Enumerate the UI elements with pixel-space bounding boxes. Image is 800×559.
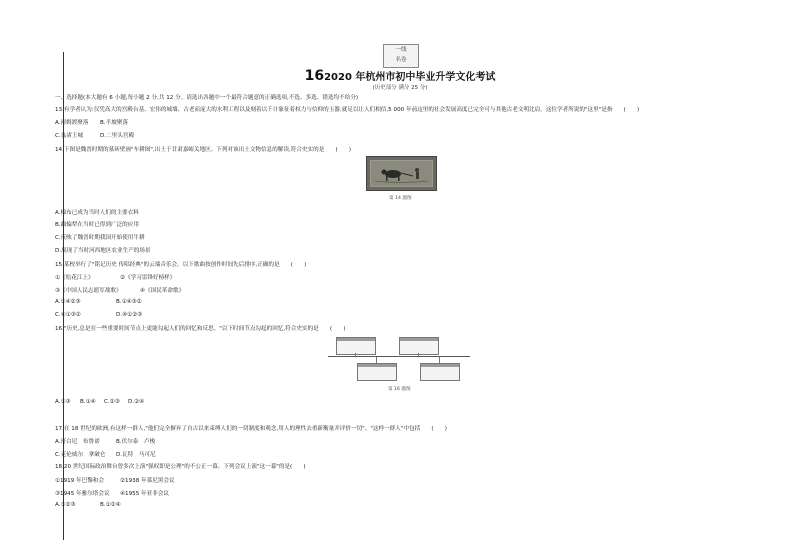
q16-option-b: B.①④ [80, 399, 96, 405]
q15-song-4: ④《国民革命歌》 [140, 288, 185, 294]
q15-song-2: ②《学习雷锋好榜样》 [120, 275, 176, 281]
q15-song-1: ①《松花江上》 [55, 275, 94, 281]
q17-option-c: C.克伦威尔 拿破仑 [55, 452, 106, 458]
q18-item-3: ③1945 年雅尔塔会议 [55, 491, 110, 497]
q18-option-a: A.①②③ [55, 502, 76, 508]
series-stamp [383, 44, 419, 68]
q16-option-c: C.②③ [104, 399, 120, 405]
q17-option-b: B.伏尔泰 卢梭 [116, 439, 156, 445]
page-subtitle: (历史部分 满分 25 分) [372, 85, 428, 91]
timeline-tick-3 [376, 357, 377, 363]
q16-option-d: D.②④ [128, 399, 145, 405]
timeline-axis [328, 356, 470, 357]
q17-option-a: A.哥白尼 布鲁诺 [55, 439, 100, 445]
title-number: 16 [304, 68, 325, 84]
q16-figure-caption: 第 16 题图 [388, 387, 411, 392]
q13-option-c: C.良渚王城 [55, 133, 84, 139]
q17-option-d: D.瓦特 马可尼 [116, 452, 156, 458]
q18-item-2: ②1938 年慕尼黑会议 [120, 478, 175, 484]
q18-item-4: ④1955 年亚非会议 [120, 491, 169, 497]
title-text: 2020 年杭州市初中毕业升学文化考试 [324, 72, 496, 83]
painting-frame [370, 160, 433, 187]
ox-plough-figure [371, 161, 432, 186]
q14-option-c: C.反映了魏晋时期我国开始使用牛耕 [55, 235, 145, 241]
q13-stem: 13.有学者认为:仅凭高大的宫殿台基、宏伟的城墙、古老而庞大的水利工程以及刻着以千计象征着权力与信仰的玉器,就足以让人们相信,5 000 年前这里的社会发展高度已完全可与其他古老文明比肩。这位学者所说的"这里"是指 ( ) [55, 107, 640, 113]
timeline-box-3 [357, 363, 397, 381]
q15-option-c: C.④①③② [55, 312, 81, 318]
q15-option-a: A.①④②③ [55, 299, 81, 305]
timeline-tick-2 [418, 353, 419, 356]
q13-option-d: D.二里头宫殿 [100, 133, 135, 139]
q18-item-1: ①1919 年巴黎和会 [55, 478, 104, 484]
stamp-line1: 一线 [395, 47, 407, 53]
q14-stem: 14.下图是魏晋时期的墓砖壁画"车耕图",出土于甘肃嘉峪关地区。下列对该出土文物信息的解读,符合史实的是 ( ) [55, 147, 352, 153]
q14-brick-painting-image [366, 156, 437, 191]
timeline-box-4 [420, 363, 460, 381]
q13-option-b: B.半坡聚落 [100, 120, 128, 126]
q18-stem: 18.20 世纪国际政治舞台曾多次上演"强权即是公理"的不公正一幕。下列会议上演"这一幕"的是( ) [55, 464, 306, 470]
q14-option-d: D.展现了当时河西地区农业生产的场景 [55, 248, 151, 254]
q17-stem: 17.在 18 世纪的欧洲,有这样一群人,"他们完全摒弃了自古以来束缚人们的一切制度和观念,用人的理性去重新衡量并评价一切"。"这样一群人"中包括 ( ) [55, 426, 447, 432]
timeline-tick-4 [439, 357, 440, 363]
timeline-tick-1 [355, 353, 356, 356]
q15-option-d: D.④①②③ [116, 312, 143, 318]
q14-figure-caption: 第 14 题图 [389, 196, 412, 201]
timeline-box-1 [336, 337, 376, 355]
q16-stem: 16."历史,总是在一些重要时间节点上更能勾起人们的回忆和反思。"以下时间节点勾起的回忆,符合史实的是 ( ) [55, 326, 346, 332]
q13-option-a: A.河姆渡聚落 [55, 120, 89, 126]
q15-option-b: B.①④③② [116, 299, 142, 305]
page-title [0, 68, 800, 84]
section-heading: 一、选择题(本大题有 6 小题,每小题 2 分,共 12 分。请选出各题中一个最符合题意的正确选项,不选、多选、错选均不给分) [55, 95, 359, 101]
q14-option-b: B.曲辕犁在当时已得到广泛的应用 [55, 222, 139, 228]
stamp-line2: 名卷 [395, 57, 407, 63]
q14-option-a: A.棉布已成为当时人们的主要衣料 [55, 210, 139, 216]
q15-stem: 15.某校举行了"铭记历史 传唱经典"的云端音乐会。以下歌曲按创作时间先后排序,正确的是 ( ) [55, 262, 307, 268]
q18-option-b: B.①②④ [100, 502, 121, 508]
timeline-box-2 [399, 337, 439, 355]
q16-option-a: A.①③ [55, 399, 71, 405]
q15-song-3: ③《中国人民志愿军战歌》 [55, 288, 122, 294]
